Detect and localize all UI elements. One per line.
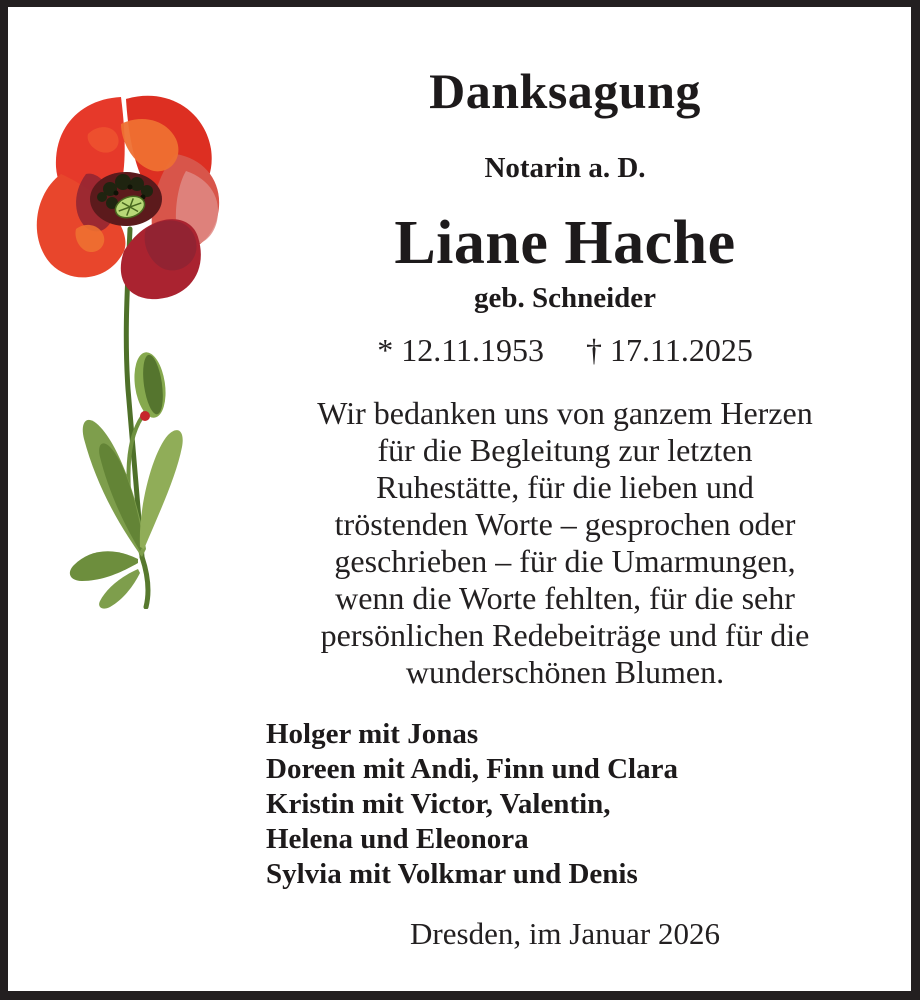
death-date: † 17.11.2025 [586,332,753,368]
body-line: wunderschönen Blumen. [405,654,725,690]
body-line: persönlichen Redebeiträge und für die [320,617,810,653]
notice-title: Danksagung [429,63,701,119]
obituary-card [8,7,911,991]
notice-content [252,45,878,952]
body-line: Wir bedanken uns von ganzem Herzen [317,395,813,431]
body-line: wenn die Worte fehlten, für die sehr [335,580,795,616]
closing-line: Dresden, im Januar 2026 [410,916,720,951]
mourner-line: Sylvia mit Volkmar und Denis [266,858,638,890]
body-line: für die Begleitung zur letzten [377,432,753,468]
body-line: tröstenden Worte – gesprochen oder [334,506,796,542]
poppy-bud [131,350,170,420]
honorific-line: Notarin a. D. [484,152,646,184]
poppy-bud-tip [140,411,150,421]
maiden-name: geb. Schneider [473,282,657,314]
poppy-flower-illustration [26,79,241,609]
mourners-list [252,717,878,892]
mourner-line: Kristin mit Victor, Valentin, [266,788,611,820]
birth-date: * 12.11.1953 [377,332,544,368]
poppy-leaf [140,430,183,549]
thanks-paragraph [252,395,878,691]
body-line: geschrieben – für die Umarmungen, [334,543,796,579]
life-dates [252,331,878,369]
mourner-line: Holger mit Jonas [266,718,479,750]
mourner-line: Helena und Eleonora [266,823,529,855]
body-line: Ruhestätte, für die lieben und [376,469,754,505]
poppy-stem-tail [142,557,148,607]
deceased-name: Liane Hache [394,209,736,277]
mourner-line: Doreen mit Andi, Finn und Clara [266,753,678,785]
